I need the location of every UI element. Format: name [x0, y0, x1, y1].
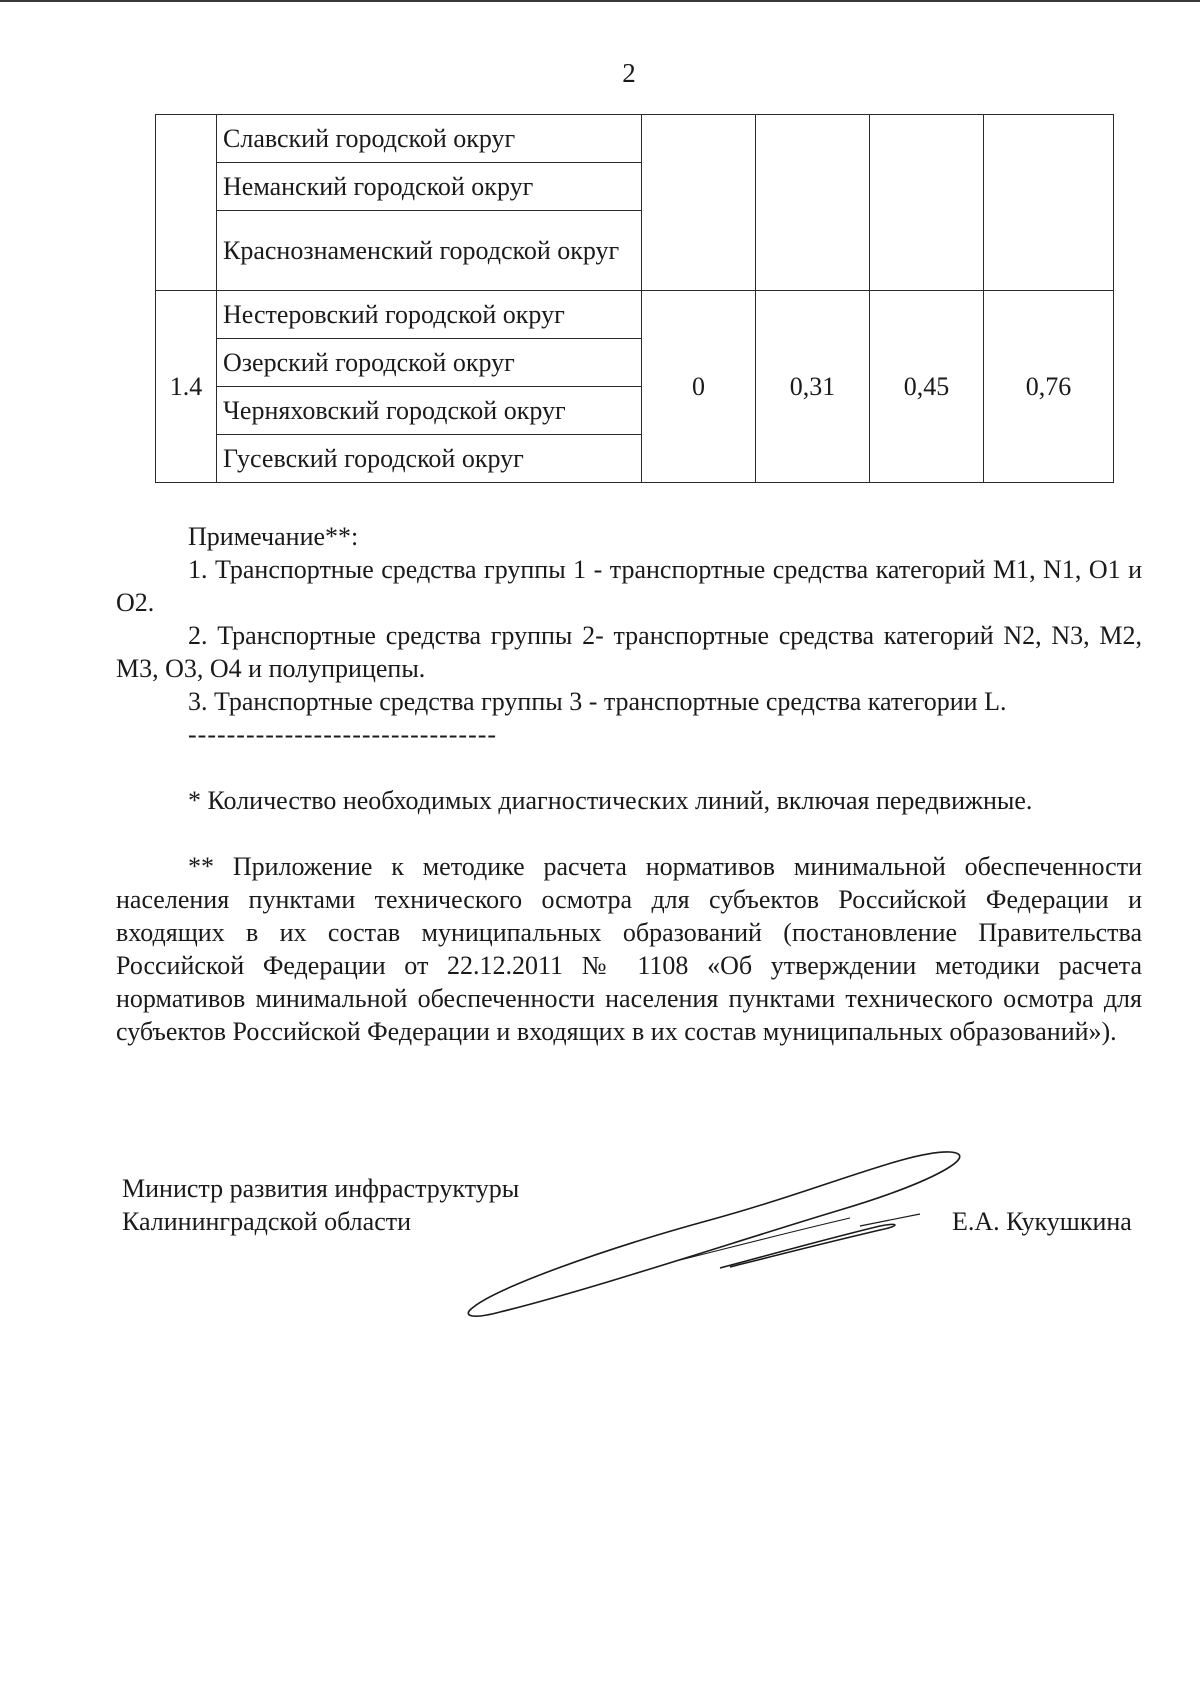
- value-cell: [984, 115, 1114, 291]
- group-number-cell: [156, 115, 217, 291]
- position-line: Министр развития инфраструктуры: [122, 1174, 520, 1203]
- separator-line: --------------------------------: [188, 720, 498, 749]
- note-item: 3. Транспортные средства группы 3 - транспортные средства категории L.: [188, 687, 1007, 716]
- value-cell: 0,45: [870, 291, 984, 483]
- value-cell: [870, 115, 984, 291]
- value-cell: 0,76: [984, 291, 1114, 483]
- value-cell: [756, 115, 870, 291]
- value-cell: 0,31: [756, 291, 870, 483]
- district-cell: Озерский городской округ: [217, 339, 642, 387]
- district-cell: Нестеровский городской округ: [217, 291, 642, 339]
- group-number-cell: 1.4: [156, 291, 217, 483]
- note-item: 2. Транспортные средства группы 2- транспортные средства категорий N2, N3, M2, M3, O3, O4 и полуприцепы.: [116, 621, 1142, 683]
- district-cell: Славский городской округ: [217, 115, 642, 163]
- notes-section: [116, 520, 1142, 1048]
- district-cell: Неманский городской округ: [217, 163, 642, 211]
- district-cell: Гусевский городской округ: [217, 435, 642, 483]
- districts-table: [155, 114, 1114, 483]
- notes-heading: Примечание**:: [188, 522, 359, 551]
- signatory-name: Е.А. Кукушкина: [952, 1207, 1132, 1236]
- footnote-double-asterisk: ** Приложение к методике расчета нормативов минимальной обеспеченности населения пунктами технического осмотра для субъектов Российской Федерации и входящих в их состав муниципальных образований (постановление Правительства Российской Федерации от 22.12.2011 № 1108 «Об утверждении методики расчета нормативов минимальной обеспеченности населения пунктами технического осмотра для субъектов Российской Федерации и входящих в их состав муниципальных образований»).: [116, 852, 1142, 1046]
- value-cell: [642, 115, 756, 291]
- handwritten-signature: [460, 1140, 1020, 1330]
- top-scan-border: [0, 0, 1200, 2]
- position-line: Калининградской области: [122, 1207, 412, 1236]
- page-number: 2: [622, 58, 636, 88]
- district-cell: Краснознаменский городской округ: [217, 211, 642, 291]
- district-cell: Черняховский городской округ: [217, 387, 642, 435]
- table-row: [156, 291, 1114, 339]
- table-row: [156, 115, 1114, 163]
- note-item: 1. Транспортные средства группы 1 - транспортные средства категорий M1, N1, O1 и O2.: [116, 555, 1142, 617]
- footnote-single-asterisk: * Количество необходимых диагностических линий, включая передвижные.: [188, 786, 1033, 815]
- value-cell: 0: [642, 291, 756, 483]
